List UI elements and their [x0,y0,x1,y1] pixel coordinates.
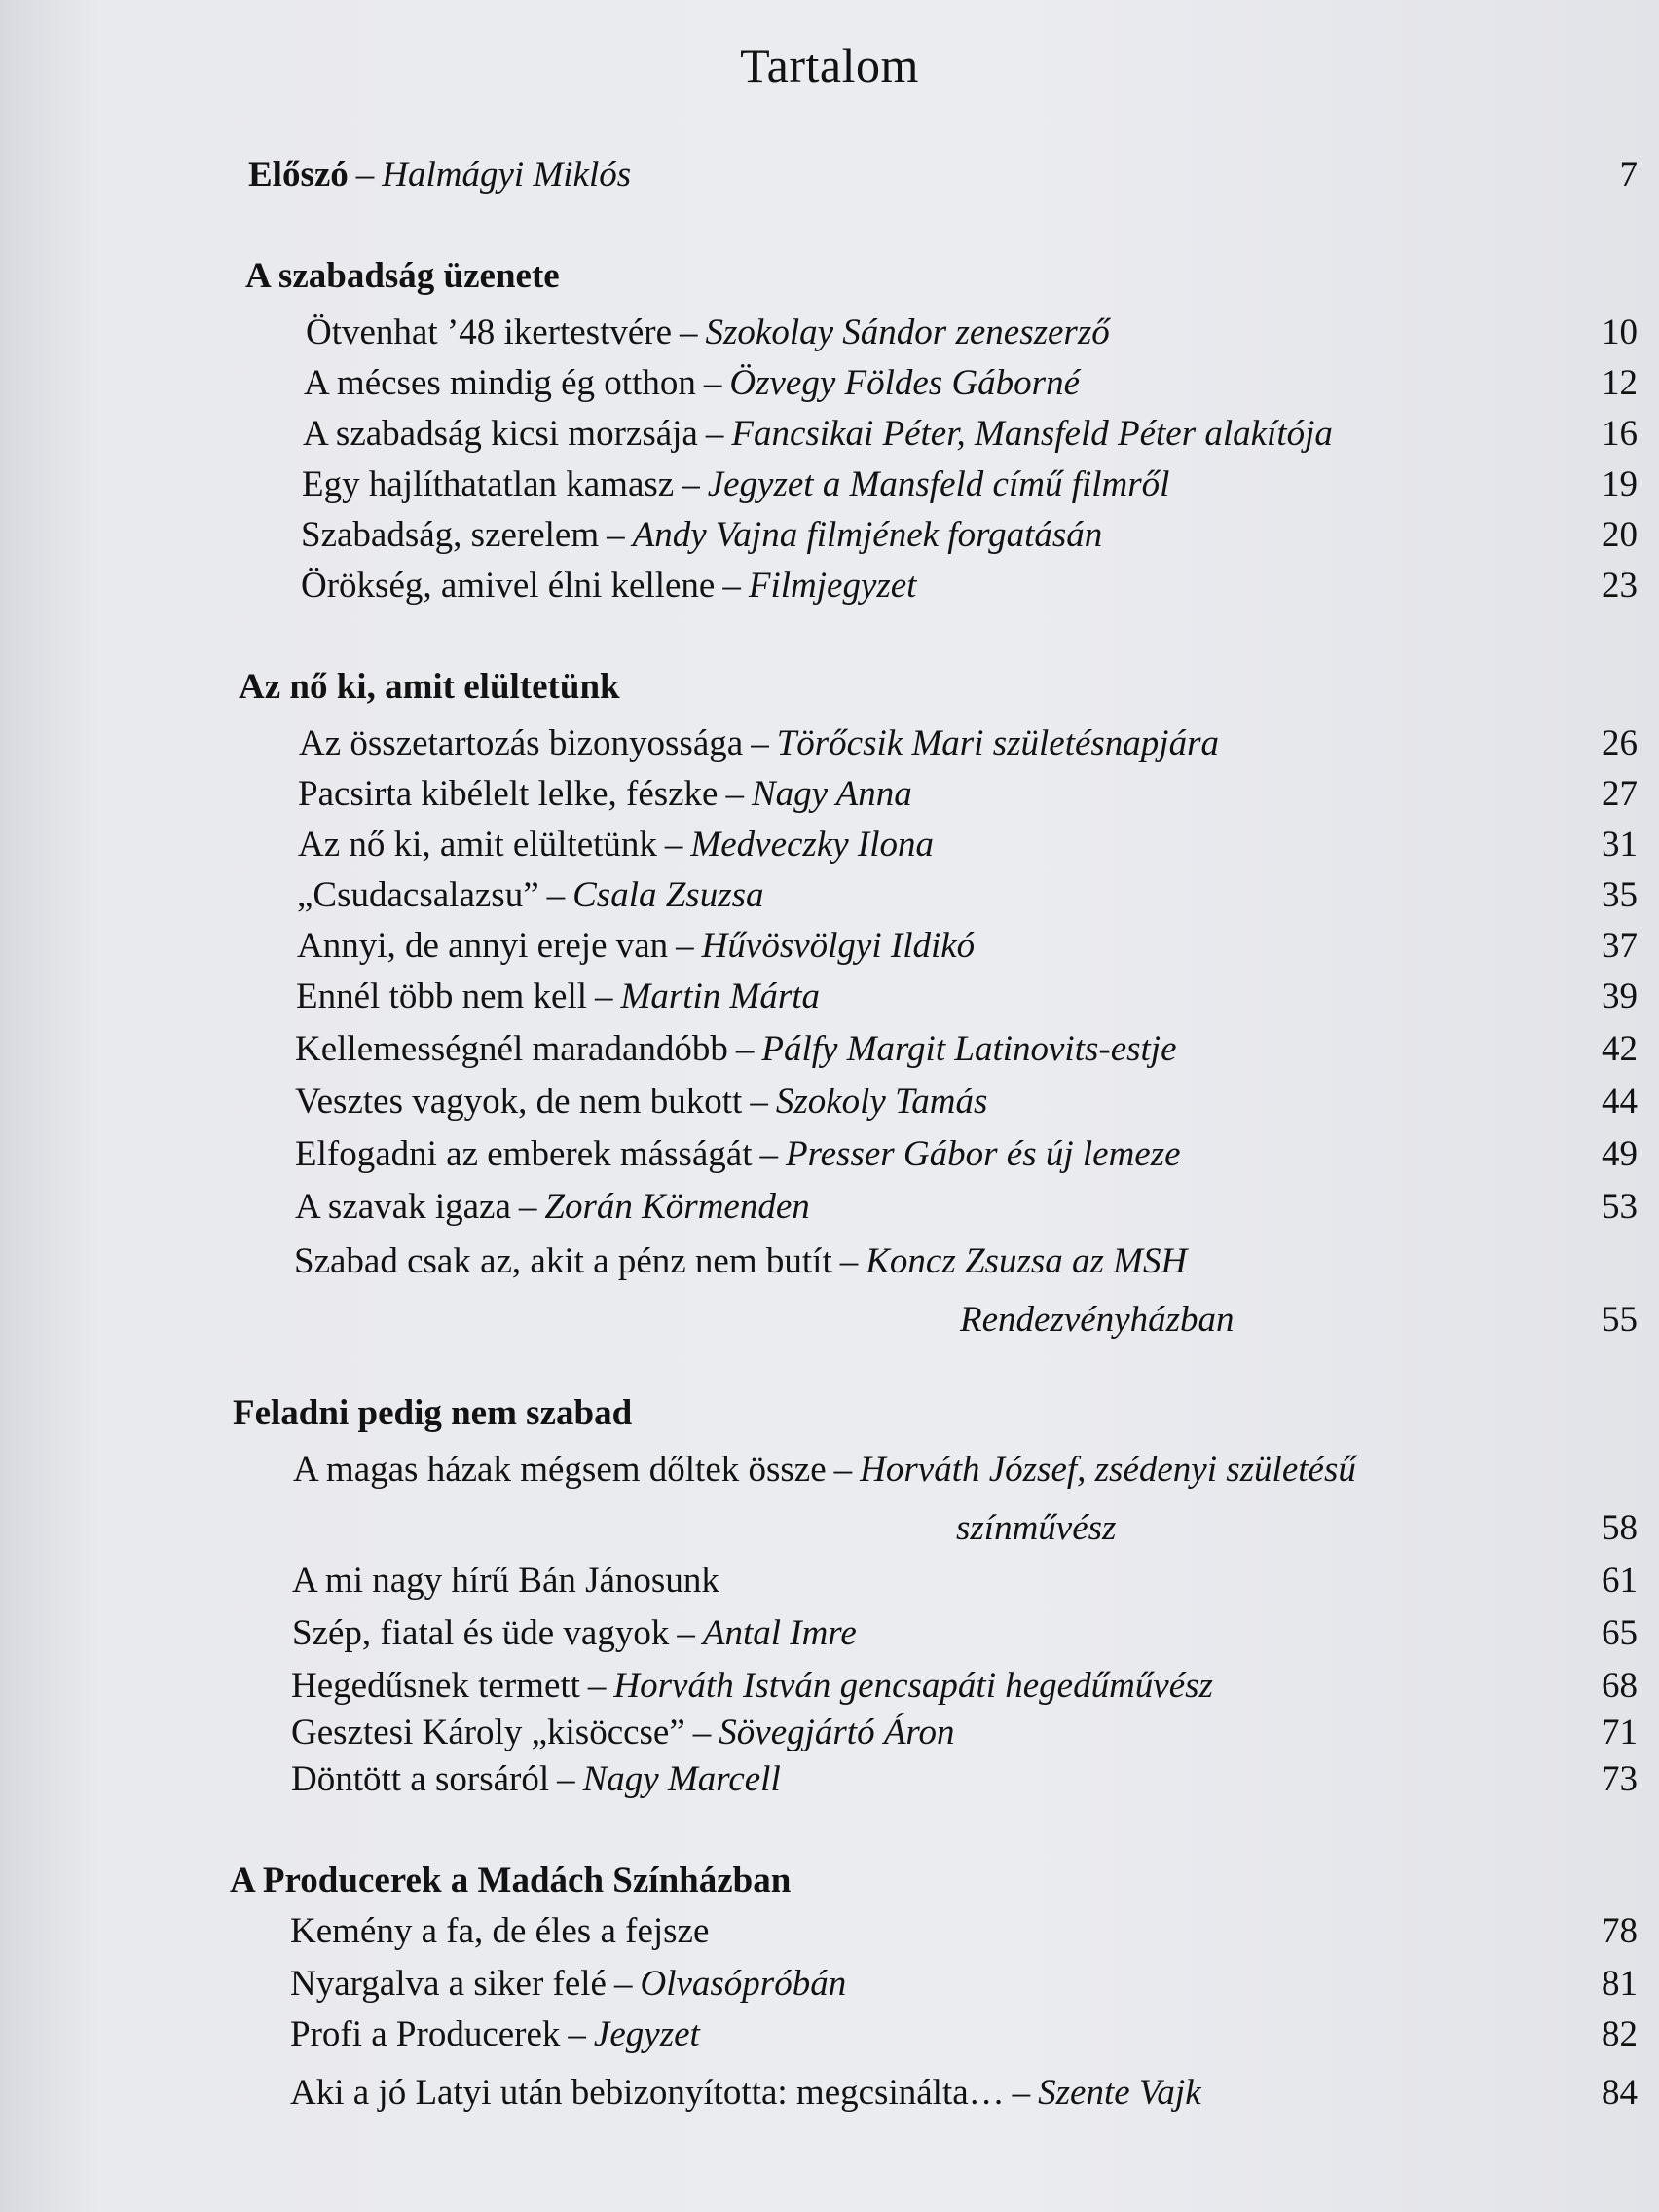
toc-entry [0,1665,1659,1714]
entry-dash: – [703,363,722,403]
entry-dash: – [751,723,769,763]
entry-dash: – [833,1450,853,1490]
section-heading: A szabadság üzenete [245,256,560,296]
toc-entry-intro [0,154,1659,203]
entry-title: A magas házak mégsem dőltek össze [293,1450,827,1490]
toc-entry [0,976,1659,1024]
entry-title: A szabadság kicsi morzsája [303,414,698,454]
entry-page-number: 10 [1602,313,1638,352]
entry-author: Törőcsik Mari születésnapjára [776,723,1219,763]
toc-entry-continuation [0,1299,1659,1347]
entry-author: Presser Gábor és új lemeze [786,1134,1181,1174]
entry-dash: – [1012,2073,1031,2113]
entry-title: Szabadság, szerelem [301,515,600,555]
toc-entry [0,1240,1659,1289]
entry-author: Hűvösvölgyi Ildikó [701,926,976,966]
toc-entry [0,1910,1659,1959]
entry-title: Döntött a sorsáról [291,1759,550,1799]
entry-author: Antal Imre [702,1613,857,1653]
entry-dash: – [557,1759,575,1799]
entry-dash: – [568,2014,586,2054]
entry-dash: – [355,155,375,195]
entry-title: Szabad csak az, akit a pénz nem butít [294,1241,832,1281]
entry-page-number: 58 [1602,1508,1638,1548]
entry-page-number: 65 [1602,1613,1638,1653]
entry-title: Szép, fiatal és üde vagyok [292,1613,670,1653]
entry-page-number: 7 [1619,155,1638,195]
entry-title: Kellemességnél maradandóbb [295,1029,728,1069]
toc-entry [0,1081,1659,1129]
entry-dash: – [680,313,698,352]
entry-title: Ötvenhat ’48 ikertestvére [306,313,673,352]
entry-dash: – [518,1187,537,1227]
entry-dash: – [735,1029,755,1069]
entry-author: Fancsikai Péter, Mansfeld Péter alakítója [731,414,1333,454]
entry-author: Medveczky Ilona [690,825,935,865]
entry-dash: – [587,1666,607,1706]
toc-entry [0,1758,1659,1807]
entry-page-number: 55 [1602,1300,1638,1340]
toc-entry [0,2013,1659,2062]
toc-entry [0,1560,1659,1608]
section-heading: Az nő ki, amit elültetünk [239,667,620,707]
toc-entry [0,722,1659,771]
entry-dash: – [676,926,694,966]
entry-title: A mécses mindig ég otthon [304,363,696,403]
toc-entry [0,413,1659,461]
toc-entry [0,1133,1659,1182]
entry-author: Martin Márta [620,977,821,1016]
entry-dash: – [682,464,700,504]
entry-author: Sövegjártó Áron [719,1713,955,1752]
entry-author: Szente Vajk [1038,2073,1201,2113]
entry-title: Egy hajlíthatatlan kamasz [302,464,675,504]
entry-author: Halmágyi Miklós [382,155,632,195]
entry-page-number: 53 [1602,1187,1638,1227]
toc-entry [0,1963,1659,2011]
entry-title: Profi a Producerek [290,2014,561,2054]
toc-entry [0,1712,1659,1760]
entry-page-number: 39 [1602,977,1638,1016]
entry-dash: – [677,1613,695,1653]
entry-page-number: 16 [1602,414,1638,454]
entry-dash: – [607,515,625,555]
entry-dash: – [595,977,613,1016]
entry-page-number: 82 [1602,2014,1638,2054]
toc-entry [0,1449,1659,1497]
toc-entry [0,773,1659,822]
entry-page-number: 12 [1602,363,1638,403]
entry-page-number: 78 [1602,1911,1638,1951]
entry-page-number: 37 [1602,926,1638,966]
toc-entry [0,362,1659,411]
entry-page-number: 71 [1602,1713,1638,1752]
entry-page-number: 27 [1602,774,1638,814]
entry-page-number: 73 [1602,1759,1638,1799]
entry-page-number: 68 [1602,1666,1638,1706]
entry-title: A mi nagy hírű Bán Jánosunk [292,1561,719,1601]
entry-title: Előszó [248,155,349,195]
entry-page-number: 42 [1602,1029,1638,1069]
entry-title: Az nő ki, amit elültetünk [298,825,657,865]
entry-title: Kemény a fa, de éles a fejsze [290,1911,710,1951]
entry-page-number: 35 [1602,875,1638,915]
entry-author: Andy Vajna filmjének forgatásán [632,515,1103,555]
entry-page-number: 20 [1602,515,1638,555]
section-heading: A Producerek a Madách Színházban [230,1861,792,1900]
entry-page-number: 19 [1602,464,1638,504]
entry-author: Zorán Körmenden [544,1187,810,1227]
entry-author: Filmjegyzet [748,566,917,606]
entry-dash: – [759,1134,778,1174]
entry-author: Koncz Zsuzsa az MSH [866,1241,1188,1281]
entry-title: Gesztesi Károly „kisöccse” [291,1713,685,1752]
entry-page-number: 61 [1602,1561,1638,1601]
entry-dash: – [725,774,744,814]
entry-dash: – [839,1241,859,1281]
toc-entry [0,514,1659,563]
entry-dash: – [750,1082,768,1122]
entry-title: Vesztes vagyok, de nem bukott [295,1082,743,1122]
entry-title: Aki a jó Latyi után bebizonyította: megcsinálta… [290,2073,1005,2113]
entry-title: Az összetartozás bizonyossága [299,723,744,763]
toc-entry [0,1612,1659,1661]
entry-page-number: 84 [1602,2073,1638,2113]
toc-entry [0,1186,1659,1235]
entry-author: Horváth József, zsédenyi születésű [860,1450,1356,1490]
toc-entry [0,925,1659,974]
entry-title: Elfogadni az emberek másságát [295,1134,753,1174]
entry-dash: – [546,875,566,915]
entry-author: Csala Zsuzsa [572,875,764,915]
entry-title: Nyargalva a siker felé [290,1964,607,2004]
entry-page-number: 49 [1602,1134,1638,1174]
toc-entry [0,463,1659,512]
entry-author: Jegyzet [593,2014,700,2054]
toc-entry [0,2072,1659,2120]
toc-entry [0,1028,1659,1077]
toc-entry-continuation [0,1507,1659,1556]
entry-page-number: 23 [1602,566,1638,606]
entry-author: Nagy Anna [751,774,912,814]
entry-dash: – [692,1713,712,1752]
section-heading: Feladni pedig nem szabad [233,1393,633,1433]
entry-page-number: 26 [1602,723,1638,763]
entry-author: Özvegy Földes Gáborné [729,363,1080,403]
entry-dash: – [722,566,741,606]
entry-title: Ennél több nem kell [296,977,588,1016]
entry-author: Horváth István gencsapáti hegedűművész [613,1666,1213,1706]
entry-title: Pacsirta kibélelt lelke, fészke [298,774,719,814]
entry-title: Hegedűsnek termett [291,1666,580,1706]
entry-author-continued: Rendezvényházban [960,1300,1235,1340]
entry-page-number: 81 [1602,1964,1638,2004]
entry-dash: – [613,1964,633,2004]
entry-title: Örökség, amivel élni kellene [301,566,716,606]
toc-entry [0,874,1659,923]
entry-title: A szavak igaza [295,1187,511,1227]
entry-author: Jegyzet a Mansfeld című filmről [707,464,1170,504]
entry-author: Szokoly Tamás [775,1082,988,1122]
toc-entry [0,824,1659,872]
toc-entry [0,565,1659,613]
entry-title: Annyi, de annyi ereje van [297,926,669,966]
toc-entry [0,312,1659,360]
entry-page-number: 44 [1602,1082,1638,1122]
entry-author: Nagy Marcell [582,1759,781,1799]
entry-author: Szokolay Sándor zeneszerző [705,313,1110,352]
entry-author: Pálfy Margit Latinovits-estje [761,1029,1177,1069]
entry-dash: – [705,414,724,454]
entry-title: „Csudacsalazsu” [297,875,539,915]
entry-author: Olvasópróbán [640,1964,847,2004]
entry-author-continued: színművész [956,1508,1117,1548]
page-title: Tartalom [740,38,919,92]
entry-dash: – [664,825,683,865]
entry-page-number: 31 [1602,825,1638,865]
